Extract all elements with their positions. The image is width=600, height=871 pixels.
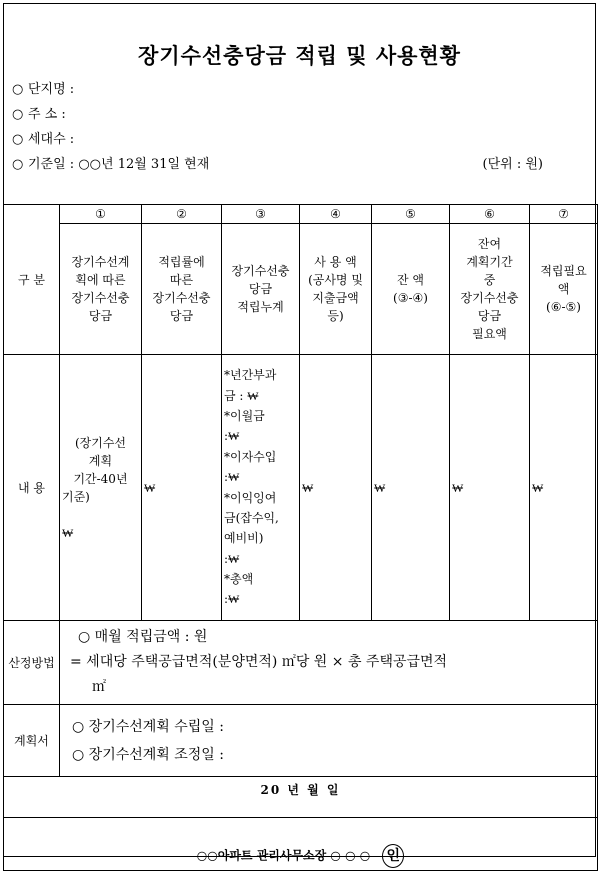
col-header-5: 잔 액 (③-④) xyxy=(372,224,450,355)
bullet-icon: ○ xyxy=(12,132,24,147)
content-cell-2: ₩ xyxy=(142,355,222,621)
row-label-category: 구 분 xyxy=(4,205,60,355)
col-number-1: ① xyxy=(60,205,142,224)
date-line: 20 년 월 일 xyxy=(4,777,598,818)
col-header-4: 사 용 액 (공사명 및 지출금액 등) xyxy=(300,224,372,355)
seal-icon: 인 xyxy=(382,844,404,868)
info-complex-name: ○ 단지명 : xyxy=(12,82,75,97)
content-cell-3: *년간부과 금 : ₩ *이월금 :₩ *이자수입 :₩ *이익잉여 금(잡수익, 예비비) :₩ *총액 :₩ xyxy=(222,355,300,621)
content-cell-6: ₩ xyxy=(450,355,530,621)
content-cell-7: ₩ xyxy=(530,355,598,621)
col-header-6: 잔여 계획기간 중 장기수선충 당금 필요액 xyxy=(450,224,530,355)
calc-method-cell: ○ 매월 적립금액 : 원 = 세대당 주택공급면적(분양면적) ㎡당 원 × 총 주택공급면적 ㎡ xyxy=(60,621,598,705)
col-header-3: 장기수선충 당금 적립누계 xyxy=(222,224,300,355)
col-header-1: 장기수선계 획에 따른 장기수선충 당금 xyxy=(60,224,142,355)
col-number-6: ⑥ xyxy=(450,205,530,224)
bullet-icon: ○ xyxy=(12,107,24,122)
unit-label: (단위 : 원) xyxy=(482,157,543,172)
document-page xyxy=(3,3,596,864)
document-title: 장기수선충당금 적립 및 사용현황 xyxy=(138,44,461,68)
col-number-3: ③ xyxy=(222,205,300,224)
row-label-plan: 계획서 xyxy=(4,705,60,777)
col-header-7: 적립필요 액 (⑥-⑤) xyxy=(530,224,598,355)
row-label-content: 내 용 xyxy=(4,355,60,621)
col-number-2: ② xyxy=(142,205,222,224)
plan-cell: ○ 장기수선계획 수립일 : ○ 장기수선계획 조정일 : xyxy=(60,705,598,777)
col-header-2: 적립률에 따른 장기수선충 당금 xyxy=(142,224,222,355)
info-address: ○ 주 소 : xyxy=(12,107,66,122)
bullet-icon: ○ xyxy=(12,157,24,172)
info-base-date: ○ 기준일 : ○○년 12월 31일 현재 xyxy=(12,157,210,172)
signature-line xyxy=(4,818,598,871)
signature-text: ○○아파트 관리사무소장 ○ ○ ○ xyxy=(196,848,371,863)
content-cell-5: ₩ xyxy=(372,355,450,621)
status-table xyxy=(3,204,598,871)
row-label-calc-method: 산정방법 xyxy=(4,621,60,705)
col-number-4: ④ xyxy=(300,205,372,224)
col-number-7: ⑦ xyxy=(530,205,598,224)
content-cell-1: (장기수선 계획 기간-40년 기준) ₩ xyxy=(60,355,142,621)
col-number-5: ⑤ xyxy=(372,205,450,224)
info-households: ○ 세대수 : xyxy=(12,132,75,147)
bullet-icon: ○ xyxy=(12,82,24,97)
content-cell-4: ₩ xyxy=(300,355,372,621)
